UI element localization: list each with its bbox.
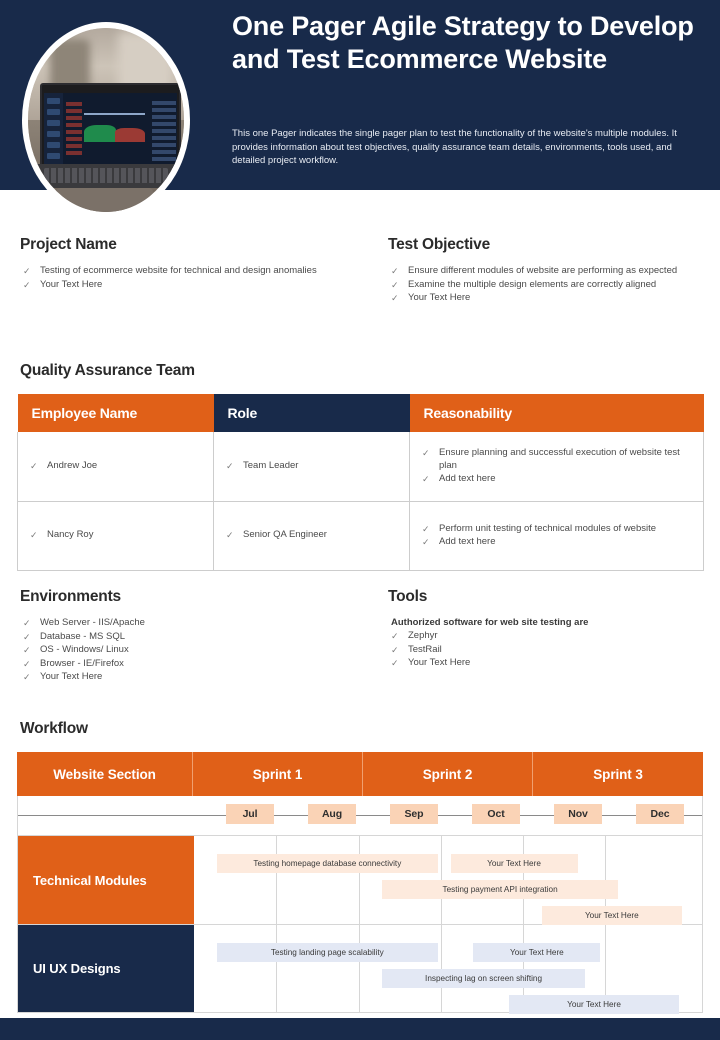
tools-lead-text: Authorized software for web site testing are — [391, 617, 589, 628]
list-item: ✓ OS - Windows/ Linux — [23, 644, 129, 656]
list-item: ✓ TestRail — [391, 643, 442, 655]
check-icon: ✓ — [391, 658, 399, 669]
check-icon: ✓ — [391, 279, 399, 290]
list-item: ✓ Browser - IE/Firefox — [23, 657, 124, 669]
check-icon: ✓ — [23, 266, 31, 276]
environments-section — [20, 588, 370, 685]
check-icon: ✓ — [391, 266, 399, 276]
workflow-heading: Workflow — [20, 720, 88, 737]
gantt-bar: Testing homepage database connectivity — [217, 854, 438, 873]
test-objective-heading: Test Objective — [388, 236, 491, 253]
page-description: This one Pager indicates the single pager plan to test the functionality of the website's multiple modules. It provides information about test objectives, quality assurance team details, environments, tools used, and detailed project workflow. — [232, 128, 677, 166]
check-icon: ✓ — [226, 460, 234, 471]
gantt-bar: Your Text Here — [473, 943, 600, 962]
quality-assurance-heading: Quality Assurance Team — [20, 362, 195, 379]
check-icon: ✓ — [23, 658, 31, 669]
list-item: ✓ Zephyr — [391, 630, 438, 641]
workflow-row-ui-ux-designs — [17, 925, 703, 1013]
environments-list — [20, 617, 370, 684]
tools-heading: Tools — [388, 588, 428, 605]
check-icon: ✓ — [23, 672, 31, 683]
gantt-bar: Your Text Here — [542, 906, 682, 925]
list-item: ✓ Database - MS SQL — [23, 630, 126, 642]
list-item: ✓ Andrew Joe — [30, 459, 98, 471]
check-icon: ✓ — [391, 293, 399, 304]
check-icon: ✓ — [422, 523, 430, 534]
tools-section — [388, 588, 708, 671]
check-icon: ✓ — [23, 279, 31, 290]
list-item: ✓ Add text here — [422, 472, 496, 484]
footer-bar — [0, 1018, 720, 1040]
list-item: ✓ Web Server - IIS/Apache — [23, 617, 145, 628]
project-name-section — [20, 236, 350, 292]
column-header-employee-name: Employee Name — [18, 394, 214, 432]
list-item: ✓ Add text here — [422, 535, 496, 547]
month-chip-sep: Sep — [390, 804, 438, 824]
list-item: ✓ Ensure different modules of website are performing as expected — [391, 265, 678, 276]
page-title: One Pager Agile Strategy to Develop and Test Ecommerce Website — [232, 11, 694, 74]
check-icon: ✓ — [391, 644, 399, 655]
check-icon: ✓ — [422, 448, 430, 459]
workflow-month-axis — [17, 796, 703, 836]
list-item: ✓ Ensure planning and successful execution of website test plan — [422, 447, 680, 471]
check-icon: ✓ — [226, 530, 234, 541]
workflow-row-technical-modules — [17, 836, 703, 925]
list-item: ✓ Your Text Here — [23, 278, 103, 290]
table-header-row — [18, 394, 704, 432]
month-chip-oct: Oct — [472, 804, 520, 824]
quality-assurance-table — [17, 394, 704, 571]
column-header-reasonability: Reasonability — [410, 394, 704, 432]
workflow-header-row — [17, 752, 703, 796]
gantt-bar: Inspecting lag on screen shifting — [382, 969, 585, 988]
cell-employee-name — [18, 501, 214, 570]
column-header-sprint-3: Sprint 3 — [533, 752, 703, 796]
check-icon: ✓ — [391, 631, 399, 641]
gantt-bar: Testing payment API integration — [382, 880, 618, 899]
list-item: ✓ Nancy Roy — [30, 529, 94, 541]
table-row — [18, 432, 704, 501]
month-chip-nov: Nov — [554, 804, 602, 824]
check-icon: ✓ — [422, 536, 430, 547]
row-label-ui-ux-designs: UI UX Designs — [18, 925, 194, 1012]
list-item: ✓ Examine the multiple design elements are correctly aligned — [391, 278, 657, 290]
month-chip-jul: Jul — [226, 804, 274, 824]
cell-role — [214, 432, 410, 501]
cell-employee-name — [18, 432, 214, 501]
column-header-role: Role — [214, 394, 410, 432]
list-item: ✓ Testing of ecommerce website for technical and design anomalies — [23, 265, 317, 276]
check-icon: ✓ — [23, 631, 31, 642]
list-item: ✓ Team Leader — [226, 459, 299, 471]
gantt-bar: Your Text Here — [451, 854, 578, 873]
environments-heading: Environments — [20, 588, 121, 605]
tools-list — [388, 630, 708, 670]
row-plot-ui-ux-designs — [194, 925, 702, 1012]
project-name-list — [20, 265, 350, 291]
cell-role — [214, 501, 410, 570]
row-plot-technical-modules — [194, 836, 702, 924]
gantt-bar: Testing landing page scalability — [217, 943, 438, 962]
gantt-bar: Your Text Here — [509, 995, 679, 1014]
month-chip-aug: Aug — [308, 804, 356, 824]
list-item: ✓ Your Text Here — [391, 292, 471, 304]
column-header-sprint-1: Sprint 1 — [193, 752, 363, 796]
check-icon: ✓ — [23, 645, 31, 656]
column-header-website-section: Website Section — [17, 752, 193, 796]
check-icon: ✓ — [23, 618, 31, 628]
test-objective-section — [388, 236, 708, 306]
check-icon: ✓ — [422, 473, 430, 484]
table-row — [18, 501, 704, 570]
month-chip-dec: Dec — [636, 804, 684, 824]
column-header-sprint-2: Sprint 2 — [363, 752, 533, 796]
list-item: ✓ Senior QA Engineer — [226, 529, 327, 541]
project-name-heading: Project Name — [20, 236, 117, 253]
laptop-dashboard-photo — [28, 28, 184, 212]
check-icon: ✓ — [30, 530, 38, 541]
cell-reasonability — [410, 501, 704, 570]
test-objective-list — [388, 265, 708, 305]
cell-reasonability — [410, 432, 704, 501]
header-photo-frame — [22, 22, 190, 218]
list-item: ✓ Your Text Here — [23, 671, 103, 683]
check-icon: ✓ — [30, 460, 38, 471]
list-item: ✓ Your Text Here — [391, 657, 471, 669]
list-item: ✓ Perform unit testing of technical modules of website — [422, 522, 657, 534]
workflow-gantt — [17, 752, 703, 1014]
row-label-technical-modules: Technical Modules — [18, 836, 194, 924]
